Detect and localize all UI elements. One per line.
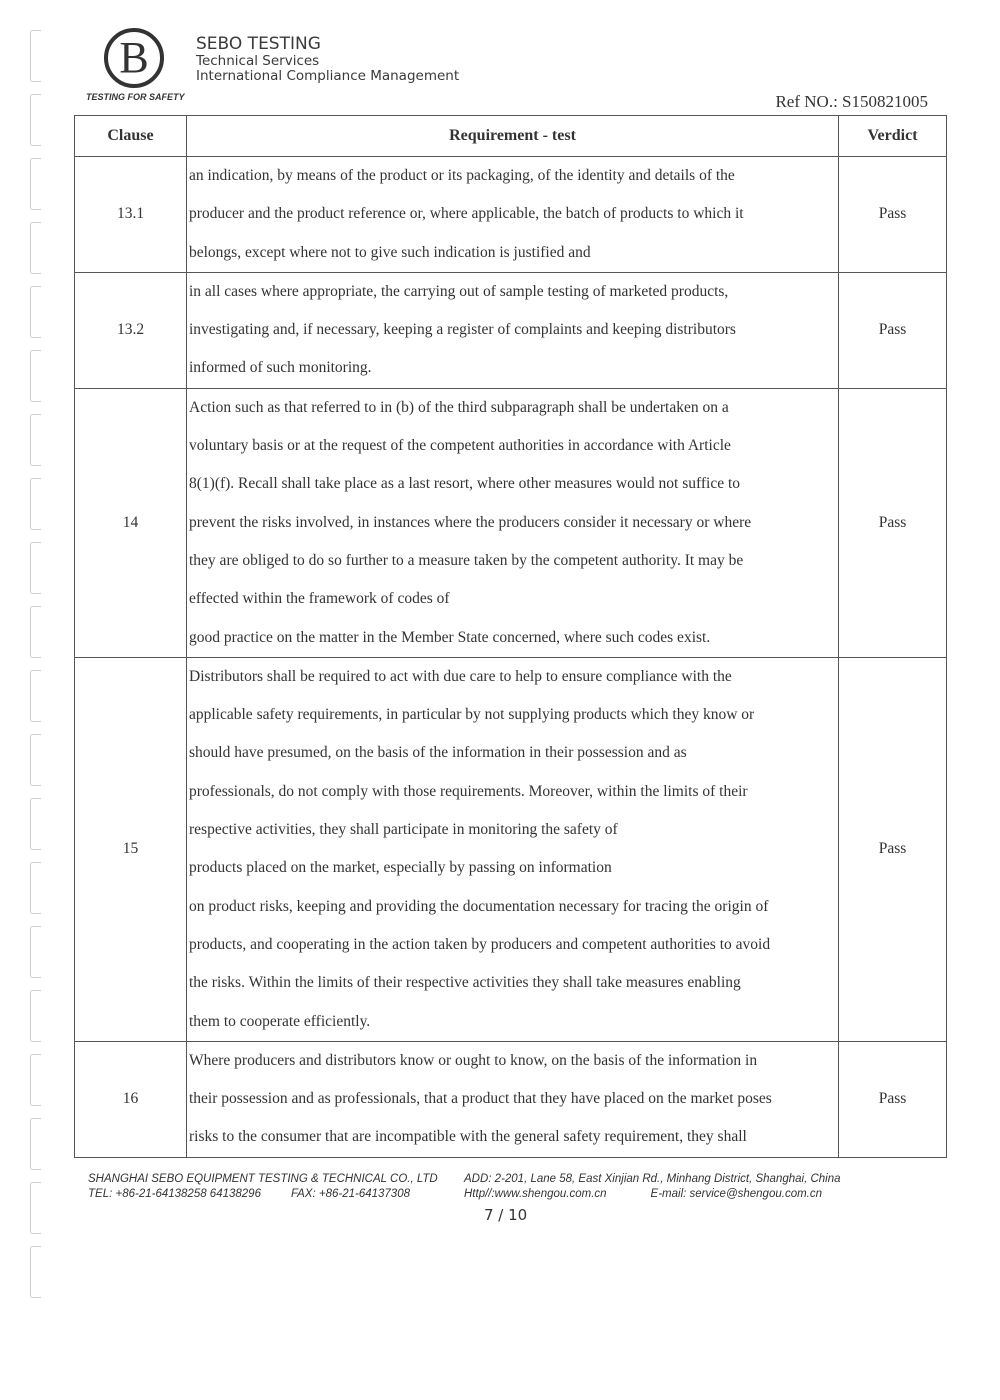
requirement-line: in all cases where appropriate, the carrying out of sample testing of marketed products, <box>189 282 729 300</box>
table-row <box>75 657 947 1041</box>
verdict-cell: Pass <box>839 388 947 657</box>
table-row <box>75 272 947 388</box>
company-subtitle: Technical Services <box>196 53 320 69</box>
binder-hole-marks <box>30 30 44 1320</box>
requirement-line: voluntary basis or at the request of the competent authorities in accordance with Article <box>189 437 731 455</box>
requirements-table <box>74 115 947 1158</box>
verdict-header: Verdict <box>839 116 947 157</box>
requirement-header: Requirement - test <box>187 116 839 157</box>
table-row <box>75 1041 947 1157</box>
requirement-cell <box>187 272 839 388</box>
requirement-line: producer and the product reference or, where applicable, the batch of products to which it <box>189 205 744 223</box>
clause-cell: 13.2 <box>75 272 187 388</box>
requirement-line: applicable safety requirements, in particular by not supplying products which they know or <box>189 706 755 724</box>
requirement-line: they are obliged to do so further to a measure taken by the competent authority. It may be <box>189 551 744 569</box>
verdict-cell: Pass <box>839 657 947 1041</box>
requirement-line: professionals, do not comply with those requirements. Moreover, within the limits of their <box>189 782 748 800</box>
requirement-line: products, and cooperating in the action taken by producers and competent authorities to avoid <box>189 935 771 953</box>
requirement-line: their possession and as professionals, that a product that they have placed on the market poses <box>189 1090 772 1108</box>
company-block <box>196 34 459 84</box>
requirement-line: products placed on the market, especially by passing on information <box>189 859 612 877</box>
requirement-line: informed of such monitoring. <box>189 359 372 377</box>
requirement-line: Action such as that referred to in (b) of the third subparagraph shall be undertaken on a <box>189 398 729 416</box>
requirement-line: the risks. Within the limits of their respective activities they shall take measures enabling <box>189 974 741 992</box>
table-row <box>75 157 947 273</box>
page-bottom-margin <box>0 1322 1000 1400</box>
requirement-cell <box>187 657 839 1041</box>
company-subtitle-2: International Compliance Management <box>196 68 460 84</box>
requirement-line: should have presumed, on the basis of the information in their possession and as <box>189 744 687 762</box>
table-header-row <box>75 116 947 157</box>
requirement-cell <box>187 1041 839 1157</box>
table-row <box>75 388 947 657</box>
requirement-line: respective activities, they shall participate in monitoring the safety of <box>189 821 618 839</box>
requirement-line: them to cooperate efficiently. <box>189 1012 371 1030</box>
footer-address: ADD: 2-201, Lane 58, East Xinjian Rd., Minhang District, Shanghai, China <box>464 1173 841 1185</box>
company-name: SEBO TESTING <box>196 34 321 54</box>
clause-cell: 13.1 <box>75 157 187 273</box>
requirement-line: investigating and, if necessary, keeping a register of complaints and keeping distributors <box>189 321 736 339</box>
footer-email-link[interactable]: E-mail: service@shengou.com.cn <box>650 1188 823 1200</box>
footer-left <box>88 1172 458 1202</box>
clause-cell: 14 <box>75 388 187 657</box>
footer-right <box>464 1172 884 1202</box>
page-number: 7 / 10 <box>484 1206 528 1224</box>
requirement-line: prevent the risks involved, in instances where the producers consider it necessary or where <box>189 513 752 531</box>
requirement-line: good practice on the matter in the Member State concerned, where such codes exist. <box>189 628 711 646</box>
logo-tagline: TESTING FOR SAFETY <box>86 92 185 102</box>
footer-website-link[interactable]: Http//:www.shengou.com.cn <box>464 1188 607 1200</box>
requirement-line: an indication, by means of the product or its packaging, of the identity and details of the <box>189 167 735 184</box>
requirement-line: 8(1)(f). Recall shall take place as a last resort, where other measures would not suffice to <box>189 475 741 493</box>
verdict-cell: Pass <box>839 272 947 388</box>
requirement-cell <box>187 388 839 657</box>
reference-number: Ref NO.: S150821005 <box>775 92 928 111</box>
clause-cell: 16 <box>75 1041 187 1157</box>
requirement-line: belongs, except where not to give such indication is justified and <box>189 243 591 261</box>
clause-cell: 15 <box>75 657 187 1041</box>
requirement-line: Distributors shall be required to act with due care to help to ensure compliance with the <box>189 667 732 685</box>
company-logo <box>86 28 206 106</box>
footer-tel: TEL: +86-21-64138258 64138296 <box>88 1188 261 1200</box>
requirement-line: on product risks, keeping and providing the documentation necessary for tracing the origin of <box>189 897 769 915</box>
footer-fax: FAX: +86-21-64137308 <box>290 1188 410 1200</box>
requirement-line: risks to the consumer that are incompatible with the general safety requirement, they shall <box>189 1128 747 1146</box>
logo-b-icon: B <box>104 28 164 88</box>
verdict-cell: Pass <box>839 1041 947 1157</box>
verdict-cell: Pass <box>839 157 947 273</box>
clause-header: Clause <box>75 116 187 157</box>
requirement-line: Where producers and distributors know or ought to know, on the basis of the information in <box>189 1051 758 1069</box>
requirement-line: effected within the framework of codes of <box>189 590 450 608</box>
footer-company: SHANGHAI SEBO EQUIPMENT TESTING & TECHNICAL CO., LTD <box>88 1173 438 1185</box>
requirement-cell <box>187 157 839 273</box>
page-header <box>86 28 946 114</box>
